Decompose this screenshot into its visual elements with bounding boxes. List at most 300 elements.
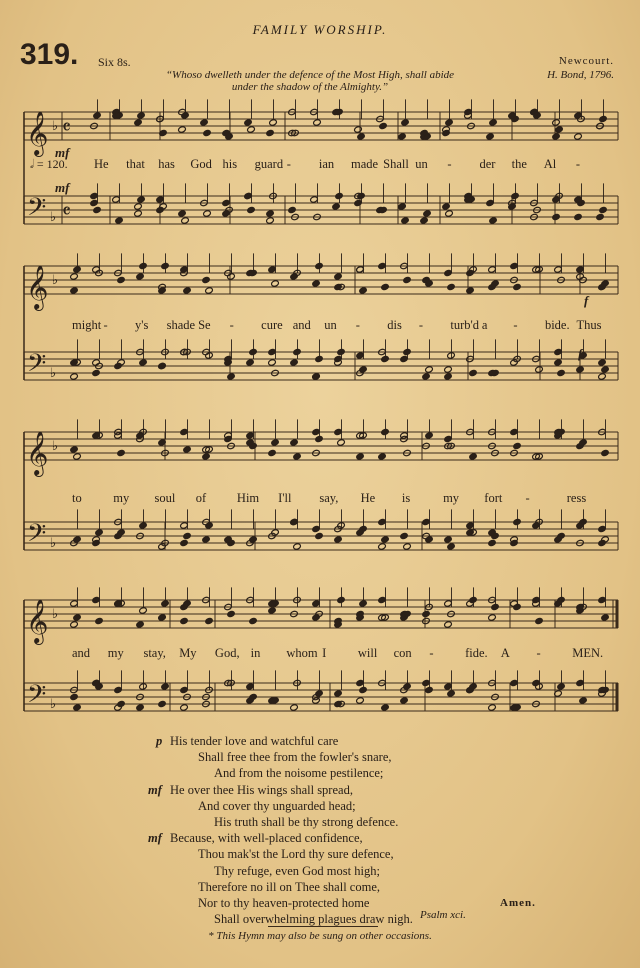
note-head (513, 518, 522, 525)
note-head (180, 617, 189, 624)
note-head (447, 352, 456, 359)
lyric-syllable: God, (214, 646, 240, 660)
note-head (310, 196, 319, 203)
note-head (398, 203, 407, 210)
note-head (576, 679, 585, 686)
note-head (205, 287, 214, 294)
lyric-syllable: - (429, 646, 434, 660)
note-head (400, 697, 409, 704)
note-head (576, 266, 585, 273)
note-head (359, 686, 368, 693)
note-head (227, 373, 236, 380)
note-head (246, 432, 255, 439)
note-head (183, 600, 192, 607)
note-head (420, 217, 429, 224)
note-head (378, 518, 387, 525)
note-head (335, 192, 344, 199)
note-head (447, 543, 456, 550)
note-head (356, 679, 365, 686)
note-head (158, 614, 167, 621)
note-head (90, 199, 99, 206)
note-head (489, 119, 498, 126)
lyric-syllable: my (443, 491, 460, 505)
note-head (447, 690, 456, 697)
verse-line: And from the noisome pestilence; (214, 766, 384, 781)
verse-line: Thy refuge, even God most high; (214, 863, 380, 878)
note-head (579, 697, 588, 704)
note-head (378, 543, 387, 550)
note-head (180, 539, 189, 546)
note-head (203, 210, 212, 217)
note-head (466, 686, 475, 693)
note-head (356, 453, 365, 460)
note-head (444, 600, 453, 607)
dynamic-mf-bass: mf (55, 180, 70, 195)
svg-text:♭: ♭ (52, 607, 59, 622)
verse-line: His truth shall be thy strong defence. (214, 815, 399, 830)
note-head (466, 287, 475, 294)
note-head (557, 596, 566, 603)
note-head (312, 600, 321, 607)
note-head (268, 266, 277, 273)
note-head (598, 283, 607, 290)
note-head (596, 213, 605, 220)
note-head (134, 210, 143, 217)
note-head (156, 206, 165, 213)
note-head (598, 359, 607, 366)
note-head (92, 359, 101, 366)
note-head (222, 199, 231, 206)
note-head (425, 432, 434, 439)
note-head (510, 262, 519, 269)
note-head (161, 600, 170, 607)
note-head (315, 532, 324, 539)
note-head (202, 453, 211, 460)
lyric-syllable: soul (154, 491, 176, 505)
note-head (246, 359, 255, 366)
note-head (488, 704, 497, 711)
note-head (227, 610, 236, 617)
verse-line: mf He over thee His wings shall spread, (148, 782, 353, 797)
note-head (117, 276, 126, 283)
note-head (92, 596, 101, 603)
lyric-syllable: - (229, 318, 234, 332)
lyric-syllable: Al (543, 157, 557, 171)
note-head (554, 359, 563, 366)
svg-text:𝄢: 𝄢 (27, 193, 47, 228)
note-head (95, 529, 104, 536)
dynamic-mf: mf (148, 782, 162, 797)
note-head (312, 280, 321, 287)
note-head (425, 366, 434, 373)
note-head (598, 525, 607, 532)
lyric-syllable: his (222, 157, 238, 171)
note-head (422, 679, 431, 686)
note-head (359, 287, 368, 294)
closing-amen: Amen. (500, 897, 536, 909)
note-head (266, 129, 275, 136)
note-head (334, 273, 343, 280)
lyric-syllable: - (286, 157, 291, 171)
svg-text:♭: ♭ (50, 366, 57, 381)
lyric-syllable: A (500, 646, 510, 660)
lyric-syllable: cure (261, 318, 283, 332)
note-head (486, 133, 495, 140)
note-head (444, 683, 453, 690)
note-head (293, 543, 302, 550)
note-head (354, 199, 363, 206)
lyric-syllable: and (292, 318, 311, 332)
note-head (266, 217, 275, 224)
note-head (444, 366, 453, 373)
note-head (134, 203, 143, 210)
note-head (180, 428, 189, 435)
verse-line: p His tender love and watchful care (156, 734, 339, 748)
note-head (422, 373, 431, 380)
note-head (554, 266, 563, 273)
note-head (378, 262, 387, 269)
hymn-number: 319. (20, 38, 79, 71)
note-head (293, 453, 302, 460)
lyric-syllable: will (357, 646, 378, 660)
note-head (93, 112, 102, 119)
note-head (73, 266, 82, 273)
lyric-syllable: made (351, 157, 379, 171)
verses (148, 733, 490, 927)
note-head (313, 119, 322, 126)
note-head (535, 617, 544, 624)
lyric-syllable: MEN. (572, 646, 604, 660)
note-head (139, 359, 148, 366)
svg-text:𝄴: 𝄴 (62, 115, 71, 139)
note-head (205, 352, 214, 359)
note-head (178, 126, 187, 133)
note-head (73, 614, 82, 621)
note-head (513, 283, 522, 290)
note-head (117, 359, 126, 366)
note-head (444, 269, 453, 276)
note-head (555, 126, 564, 133)
svg-text:𝄢: 𝄢 (27, 680, 47, 715)
dynamic-p: p (156, 734, 163, 748)
note-head (70, 693, 79, 700)
lyric-syllable: in (250, 646, 261, 660)
lyric-syllable: dis (387, 318, 402, 332)
note-head (444, 373, 453, 380)
footnote: * This Hymn may also be sung on other occasions. (208, 930, 432, 942)
note-head (401, 217, 410, 224)
note-head (247, 206, 256, 213)
note-head (513, 603, 522, 610)
note-head (70, 273, 79, 280)
note-head (312, 428, 321, 435)
note-head (202, 276, 211, 283)
divider (268, 926, 378, 927)
verse-line: Shall free thee from the fowler's snare, (198, 750, 392, 765)
note-head (337, 596, 346, 603)
note-head (379, 122, 388, 129)
note-head (266, 210, 275, 217)
tempo-marking: 𝅗𝅥 = 120. (30, 157, 68, 171)
lyric-syllable: my (107, 646, 124, 660)
note-head (557, 369, 566, 376)
lyric-syllable: to (72, 491, 82, 505)
note-head (422, 610, 431, 617)
lyric-syllable: my (113, 491, 130, 505)
lyric-syllable: - (355, 318, 360, 332)
note-head (180, 522, 189, 529)
lyric-syllable: has (158, 157, 175, 171)
lyric-syllable: God (190, 157, 212, 171)
note-head (422, 518, 431, 525)
lyric-syllable: Him (236, 491, 260, 505)
note-head (444, 435, 453, 442)
note-head (488, 539, 497, 546)
note-head (315, 435, 324, 442)
note-head (400, 532, 409, 539)
note-head (268, 348, 277, 355)
note-head (469, 453, 478, 460)
note-head (114, 532, 123, 539)
lyric-syllable: turb'd (450, 318, 479, 332)
note-head (136, 621, 145, 628)
note-head (469, 266, 478, 273)
svg-text:𝄞: 𝄞 (26, 431, 49, 475)
lyric-syllable: whom (286, 646, 318, 660)
verse-line: And cover thy unguarded head; (198, 798, 356, 813)
note-head (136, 704, 145, 711)
note-head (425, 536, 434, 543)
note-head (312, 373, 321, 380)
note-head (200, 119, 209, 126)
note-head (90, 192, 99, 199)
note-head (445, 210, 454, 217)
note-head (271, 439, 280, 446)
verse-line: Therefore no ill on Thee shall come, (198, 879, 380, 894)
lyric-syllable: Shall (383, 157, 409, 171)
dynamic-mf: mf (148, 831, 162, 846)
note-head (158, 700, 167, 707)
note-head (511, 192, 520, 199)
note-head (117, 449, 126, 456)
note-head (334, 428, 343, 435)
lyric-syllable: of (195, 491, 207, 505)
note-head (112, 196, 121, 203)
lyric-syllable: He (360, 491, 376, 505)
note-head (599, 206, 608, 213)
note-head (249, 617, 258, 624)
lyric-syllable: guard (254, 157, 284, 171)
composer: H. Bond, 1796. (547, 69, 614, 81)
note-head (137, 196, 146, 203)
lyric-syllable: stay, (143, 646, 166, 660)
note-head (510, 428, 519, 435)
note-head (73, 704, 82, 711)
svg-text:𝄴: 𝄴 (62, 199, 71, 223)
note-head (293, 348, 302, 355)
lyric-syllable: the (511, 157, 527, 171)
lyric-syllable: y's (135, 318, 149, 332)
note-head (510, 679, 519, 686)
note-head (403, 348, 412, 355)
note-head (334, 690, 343, 697)
note-head (552, 196, 561, 203)
verse-line: Nor to thy heaven-protected home (198, 896, 370, 911)
note-head (535, 366, 544, 373)
lyric-syllable: might (72, 318, 102, 332)
lyric-syllable: I'll (278, 491, 292, 505)
note-head (337, 348, 346, 355)
note-head (249, 536, 258, 543)
note-head (269, 119, 278, 126)
note-head (489, 217, 498, 224)
note-head (576, 366, 585, 373)
note-head (205, 617, 214, 624)
note-head (268, 359, 277, 366)
svg-text:𝄢: 𝄢 (27, 519, 47, 554)
hymn-meter: Six 8s. (98, 55, 131, 69)
note-head (227, 273, 236, 280)
note-head (466, 522, 475, 529)
note-head (469, 369, 478, 376)
note-head (579, 439, 588, 446)
note-head (183, 532, 192, 539)
note-head (134, 119, 143, 126)
lyric-syllable: con (393, 646, 412, 660)
lyric-syllable: Thus (576, 318, 602, 332)
psalm-reference: Psalm xci. (420, 909, 466, 921)
page-header-title: FAMILY WORSHIP. (252, 22, 388, 37)
note-head (486, 199, 495, 206)
lyric-syllable: say, (319, 491, 339, 505)
note-head (70, 621, 79, 628)
note-head (156, 196, 165, 203)
note-head (202, 536, 211, 543)
lyric-syllable: fort (484, 491, 503, 505)
note-head (444, 536, 453, 543)
lyric-syllable: bide. (544, 318, 570, 332)
note-head (249, 348, 258, 355)
note-head (312, 525, 321, 532)
lyric-syllable: - (513, 318, 518, 332)
svg-text:♭: ♭ (50, 536, 57, 551)
note-head (357, 133, 366, 140)
note-head (381, 355, 390, 362)
note-head (288, 206, 297, 213)
lyric-syllable: fide. (465, 646, 488, 660)
note-head (557, 532, 566, 539)
note-head (137, 112, 146, 119)
note-head (93, 206, 102, 213)
lyric-syllable: - (575, 157, 581, 171)
note-head (599, 115, 608, 122)
note-head (139, 607, 148, 614)
note-head (513, 442, 522, 449)
note-head (554, 348, 563, 355)
note-head (598, 596, 607, 603)
note-head (469, 596, 478, 603)
note-head (557, 683, 566, 690)
note-head (488, 266, 497, 273)
note-head (70, 600, 79, 607)
note-head (574, 213, 583, 220)
note-head (290, 439, 299, 446)
note-head (271, 280, 280, 287)
note-head (70, 446, 79, 453)
note-head (488, 283, 497, 290)
note-head (139, 262, 148, 269)
svg-text:♭: ♭ (52, 439, 59, 454)
lyric-syllable: Se (198, 318, 211, 332)
note-head (139, 683, 148, 690)
note-head (378, 453, 387, 460)
lyric-syllable: un (415, 157, 428, 171)
note-head (136, 273, 145, 280)
note-head (403, 543, 412, 550)
lyric-syllable: - (536, 646, 541, 660)
note-head (574, 133, 583, 140)
svg-text:𝄞: 𝄞 (26, 111, 49, 155)
note-head (139, 522, 148, 529)
svg-text:♭: ♭ (50, 210, 57, 225)
note-head (181, 217, 190, 224)
lyric-syllable: - (418, 318, 423, 332)
dynamic-mf-top: mf (55, 145, 70, 160)
note-head (178, 210, 187, 217)
note-head (73, 453, 82, 460)
note-head (576, 522, 585, 529)
note-head (92, 369, 101, 376)
note-head (381, 536, 390, 543)
lyric-syllable: a (481, 318, 488, 332)
note-head (95, 617, 104, 624)
note-head (315, 355, 324, 362)
verse-line: Thou mak'st the Lord thy sure defence, (198, 847, 394, 862)
note-head (246, 697, 255, 704)
note-head (552, 119, 561, 126)
note-head (161, 683, 170, 690)
lyric-syllable: I (322, 646, 327, 660)
note-head (268, 449, 277, 456)
note-head (161, 262, 170, 269)
note-head (337, 439, 346, 446)
note-head (381, 704, 390, 711)
note-head (601, 449, 610, 456)
lyric-syllable: der (479, 157, 496, 171)
epigraph-line-2: under the shadow of the Almighty.” (231, 81, 389, 93)
note-head (442, 203, 451, 210)
lyric-syllable: ress (566, 491, 587, 505)
verse-line: mf Because, with well-placed confidence, (148, 831, 363, 846)
note-head (354, 126, 363, 133)
lyric-syllable: is (401, 491, 411, 505)
note-head (115, 217, 124, 224)
svg-text:♭: ♭ (50, 697, 57, 712)
svg-text:𝄞: 𝄞 (26, 599, 49, 643)
note-head (246, 683, 255, 690)
note-head (247, 126, 256, 133)
verse-line: Shall overwhelming plagues draw nigh. (214, 912, 413, 927)
note-head (114, 686, 123, 693)
note-head (401, 119, 410, 126)
note-head (359, 525, 368, 532)
note-head (183, 287, 192, 294)
note-head (601, 366, 610, 373)
lyric-syllable: shade (166, 318, 196, 332)
note-head (244, 192, 253, 199)
svg-text:♭: ♭ (52, 273, 59, 288)
note-head (403, 276, 412, 283)
